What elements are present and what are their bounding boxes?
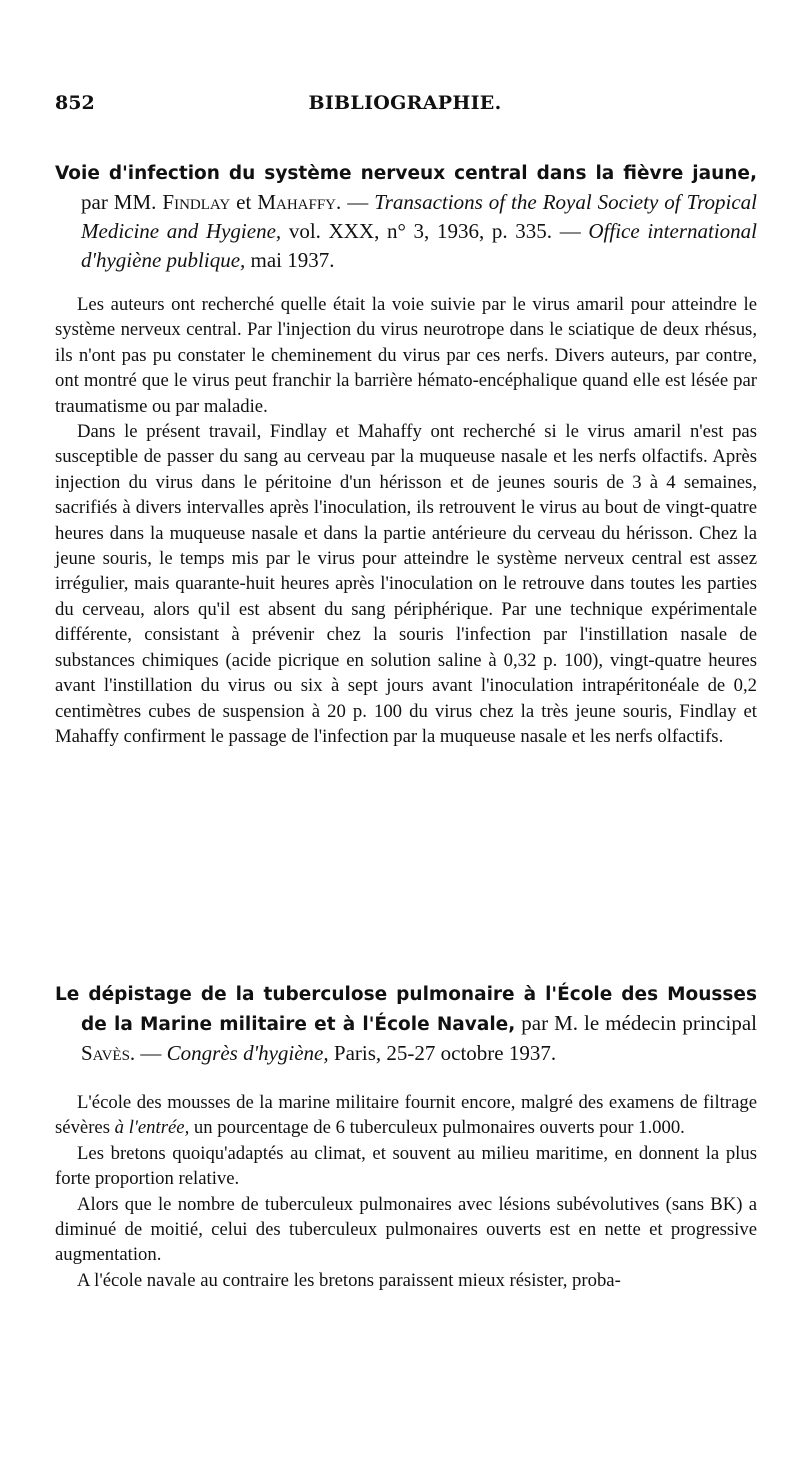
paragraph: Les bretons quoiqu'adaptés au climat, et souvent au milieu maritime, en donnent la plus forte proportion relative. xyxy=(55,1142,757,1190)
article-heading xyxy=(55,158,757,275)
emphasis-text: à l'entrée, xyxy=(114,1117,190,1139)
author-name: Mahaffy xyxy=(257,190,336,214)
volume-info: vol. XXX, n° 3, 1936, p. 335. — xyxy=(281,219,589,243)
source-journal: Transactions of the Royal Society of Tropical Medicine and Hygiene, xyxy=(81,190,757,243)
author-name: Findlay xyxy=(162,190,231,214)
and-label: et xyxy=(230,190,258,214)
page-number: 852 xyxy=(55,92,95,114)
article-heading xyxy=(55,979,757,1068)
by-label: par M. le médecin principal xyxy=(515,1011,757,1035)
article-title: Voie d'infection du système nerveux central dans la fièvre jaune, xyxy=(55,163,757,184)
article-title: Le dépistage de la tuberculose pulmonaire à l'École des Mousses de la Marine militaire et à l'École Navale, xyxy=(55,984,757,1035)
article-tuberculosis xyxy=(55,979,757,1293)
separator: . — xyxy=(336,190,375,214)
running-title: BIBLIOGRAPHIE. xyxy=(308,92,502,114)
paragraph xyxy=(55,1090,757,1141)
paragraph-text: L'école des mousses de la marine militaire fournit encore, malgré des examens de filtrage sévères xyxy=(55,1092,757,1139)
paragraph: Alors que le nombre de tuberculeux pulmonaires avec lésions subévolutives (sans BK) a diminué de moitié, celui des tuberculeux pulmonaires ouverts est en nette et progressive augmentation. xyxy=(55,1193,757,1266)
source-office: Office international d'hygiène publique, xyxy=(81,219,757,272)
author-name: Savès xyxy=(81,1041,130,1065)
publication-date: mai 1937. xyxy=(245,248,335,272)
publication-date: Paris, 25-27 octobre 1937. xyxy=(328,1041,557,1065)
article-body xyxy=(55,292,757,749)
article-yellow-fever xyxy=(55,158,757,749)
paragraph: A l'école navale au contraire les bretons paraissent mieux résister, proba- xyxy=(77,1269,621,1291)
paragraph: Dans le présent travail, Findlay et Mahaffy ont recherché si le virus amaril n'est pas susceptible de passer du sang au cerveau par la muqueuse nasale et les nerfs olfactifs. Après injection du virus dans le péritoine d'un hérisson et de jeunes souris de 3 à 4 semaines, sacrifiés à divers intervalles après l'inoculation, ils retrouvent le virus au bout de vingt-quatre heures dans la muqueuse nasale et dans la partie antérieure du cerveau du hérisson. Chez la jeune souris, le temps mis par le virus pour atteindre le système nerveux central est assez irrégulier, mais quarante-huit heures après l'inoculation on le retrouve dans toutes les parties du cerveau, alors qu'il est absent du sang périphérique. Par une technique expérimentale différente, consistant à prévenir chez la souris l'infection par l'instillation nasale de substances chimiques (acide picrique en solution saline à 0,32 p. 100), vingt-quatre heures avant l'instillation du virus ou six à sept jours avant l'inoculation intrapéritonéale de 0,2 centimètres cubes de suspension à 20 p. 100 du virus chez la très jeune souris, Findlay et Mahaffy confirment le passage de l'infection par la muqueuse nasale et les nerfs olfactifs. xyxy=(55,421,757,747)
paragraph: Les auteurs ont recherché quelle était la voie suivie par le virus amaril pour atteindre le système nerveux central. Par l'injection du virus neurotrope dans le sciatique de deux rhésus, ils n'ont pas pu constater le cheminement du virus par ces nerfs. Divers auteurs, par contre, ont montré que le virus peut franchir la barrière hémato-encéphalique quand elle est lésée par traumatisme ou par maladie. xyxy=(55,294,757,417)
source-congress: Congrès d'hygiène, xyxy=(166,1041,329,1065)
separator: . — xyxy=(129,1041,167,1065)
by-label: par MM. xyxy=(81,190,163,214)
paragraph-text: un pourcentage de 6 tuberculeux pulmonaires ouverts pour 1.000. xyxy=(189,1117,685,1139)
article-body xyxy=(55,1090,757,1293)
running-head xyxy=(55,92,755,118)
